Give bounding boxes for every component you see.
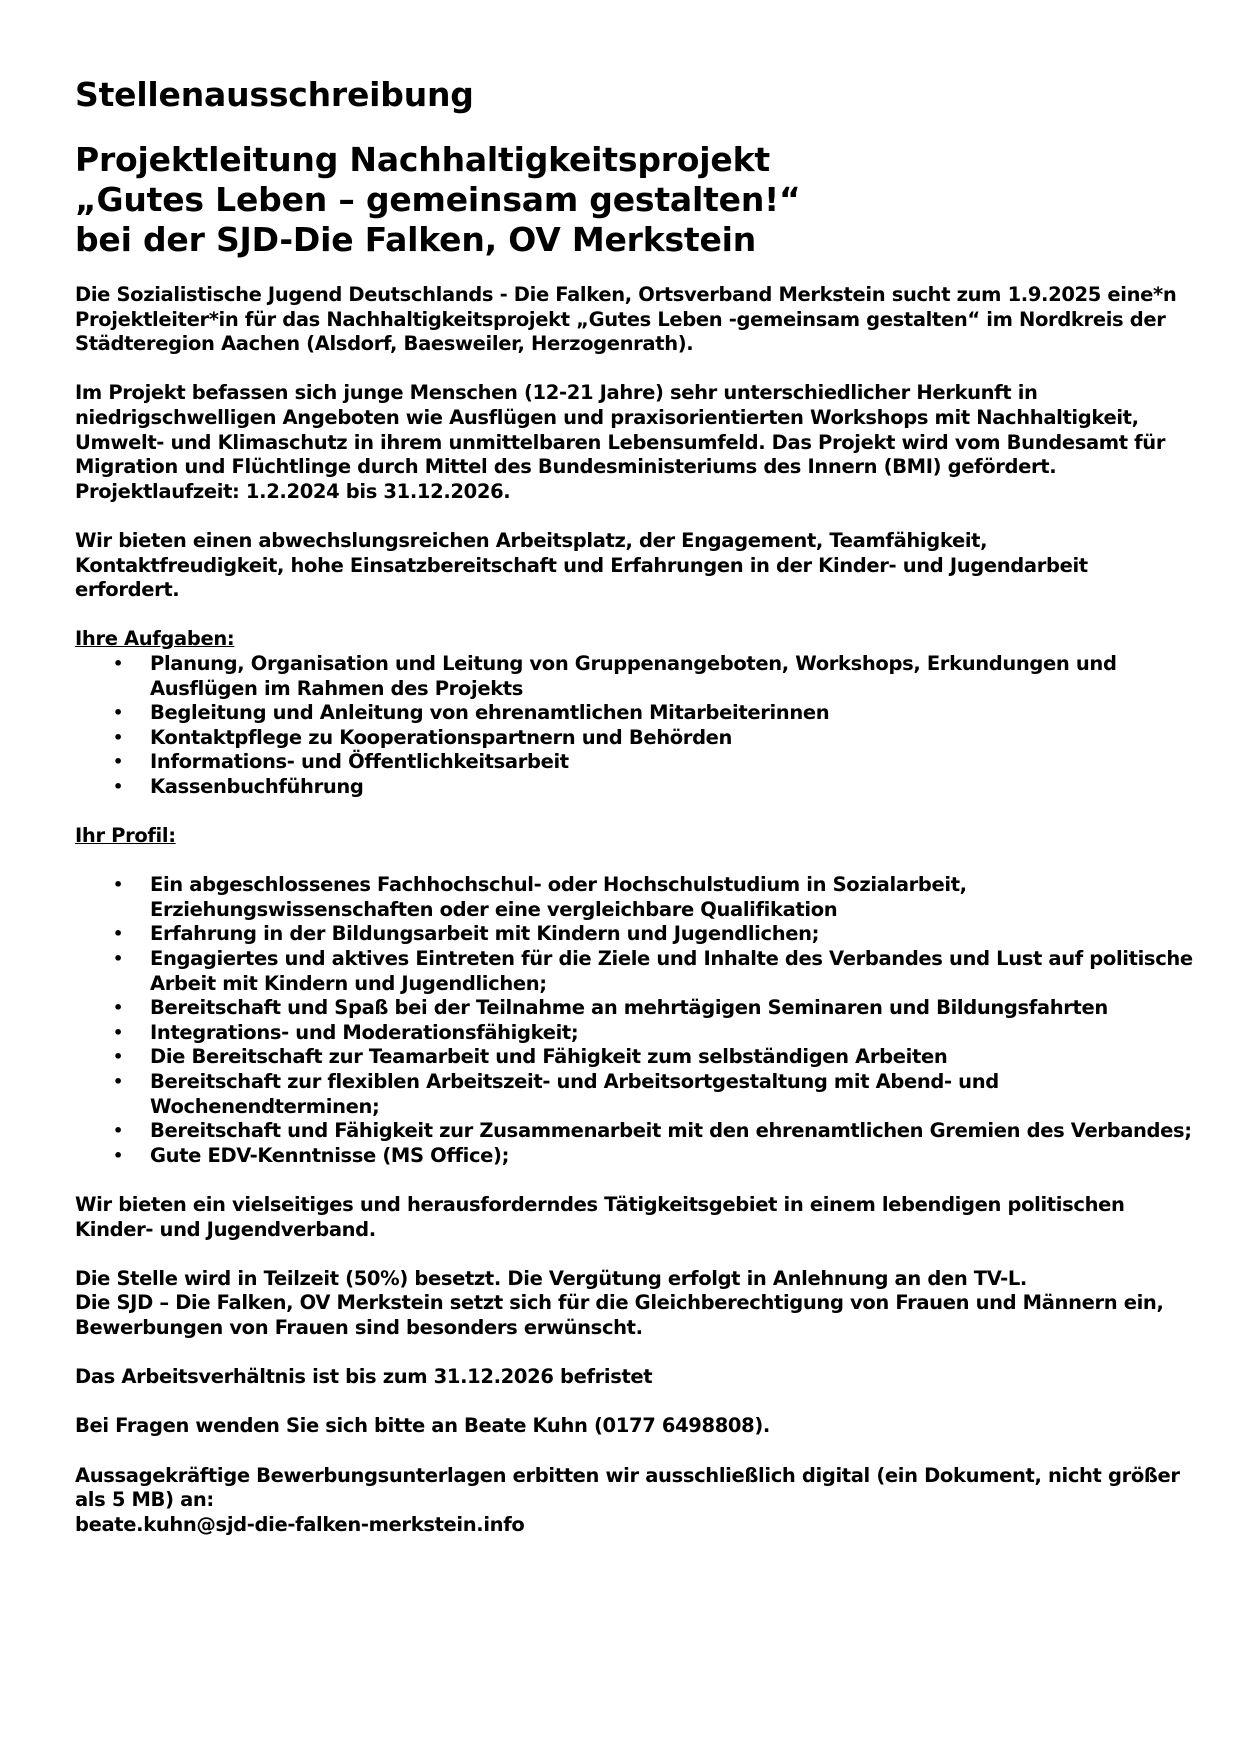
bullet-icon: • xyxy=(113,653,123,673)
bullet-icon: • xyxy=(113,1047,123,1067)
tasks-list xyxy=(75,652,1195,800)
list-item: • Begleitung und Anleitung von ehrenamtlichen Mitarbeiterinnen xyxy=(113,701,830,725)
list-item: • Ein abgeschlossenes Fachhochschul- oder Hochschulstudium in Sozialarbeit, Erziehungswissenschaften oder eine vergleichbare Qualifikation xyxy=(113,873,967,921)
list-item: • Bereitschaft und Spaß bei der Teilnahme an mehrtägigen Seminaren und Bildungsfahrten xyxy=(113,996,1108,1020)
bullet-icon: • xyxy=(113,1022,123,1042)
application-paragraph: Aussagekräftige Bewerbungsunterlagen erbitten wir ausschließlich digital (ein Dokument, nicht größer als 5 MB) an: xyxy=(75,1463,1180,1512)
job-title-line: „Gutes Leben – gemeinsam gestalten!“ xyxy=(75,180,801,219)
terms-paragraph-1: Die Stelle wird in Teilzeit (50%) besetzt. Die Vergütung erfolgt in Anlehnung an den TV-L. xyxy=(75,1266,1027,1290)
intro-paragraph: Die Sozialistische Jugend Deutschlands - Die Falken, Ortsverband Merkstein sucht zum 1.9.2025 eine*n Projektleiter*in für das Nachhaltigkeitsprojekt „Gutes Leben -gemeinsam gestalten“ im Nordkreis der Städteregion Aachen (Alsdorf, Baesweiler, Herzogenrath). xyxy=(75,283,1177,356)
list-item: • Integrations- und Moderationsfähigkeit; xyxy=(113,1020,579,1044)
list-item: • Gute EDV-Kenntnisse (MS Office); xyxy=(113,1143,510,1167)
tasks-heading: Ihre Aufgaben: xyxy=(75,627,235,651)
list-item: • Erfahrung in der Bildungsarbeit mit Kindern und Jugendlichen; xyxy=(113,922,820,946)
bullet-icon: • xyxy=(113,776,123,796)
bullet-icon: • xyxy=(113,703,123,723)
contact-paragraph: Bei Fragen wenden Sie sich bitte an Beate Kuhn (0177 6498808). xyxy=(75,1414,770,1438)
job-title-line: bei der SJD-Die Falken, OV Merkstein xyxy=(75,220,757,259)
profile-heading: Ihr Profil: xyxy=(75,824,176,848)
field-of-work-paragraph: Wir bieten ein vielseitiges und herausforderndes Tätigkeitsgebiet in einem lebendigen politischen Kinder- und Jugendverband. xyxy=(75,1192,1125,1241)
list-item: • Informations- und Öffentlichkeitsarbeit xyxy=(113,750,569,774)
list-item: • Die Bereitschaft zur Teamarbeit und Fähigkeit zum selbständigen Arbeiten xyxy=(113,1045,948,1069)
document-body xyxy=(75,283,1195,1537)
project-paragraph: Im Projekt befassen sich junge Menschen (12-21 Jahre) sehr unterschiedlicher Herkunft in niedrigschwelligen Angeboten wie Ausflügen und praxisorientierten Workshops mit Nachhaltigkeit, Umwelt- und Klimaschutz in ihrem unmittelbaren Lebensumfeld. Das Projekt wird vom Bundesamt für Migration und Flüchtlinge durch Mittel des Bundesministeriums des Innern (BMI) gefördert. Projektlaufzeit: 1.2.2024 bis 31.12.2026. xyxy=(75,381,1166,503)
list-item: • Kassenbuchführung xyxy=(113,774,364,798)
list-item: • Bereitschaft und Fähigkeit zur Zusammenarbeit mit den ehrenamtlichen Gremien des Verbandes; xyxy=(113,1119,1192,1143)
list-item: • Planung, Organisation und Leitung von Gruppenangeboten, Workshops, Erkundungen und Ausflügen im Rahmen des Projekts xyxy=(113,651,1117,700)
list-item: • Engagiertes und aktives Eintreten für die Ziele und Inhalte des Verbandes und Lust auf politische Arbeit mit Kindern und Jugendlichen; xyxy=(113,947,1193,995)
duration-paragraph: Das Arbeitsverhältnis ist bis zum 31.12.2026 befristet xyxy=(75,1365,653,1389)
bullet-icon: • xyxy=(113,998,123,1018)
list-item: • Bereitschaft zur flexiblen Arbeitszeit- und Arbeitsortgestaltung mit Abend- und Wochenendterminen; xyxy=(113,1070,999,1118)
bullet-icon: • xyxy=(113,1145,123,1165)
bullet-icon: • xyxy=(113,1072,123,1091)
bullet-icon: • xyxy=(113,727,123,747)
job-title xyxy=(75,140,801,260)
job-title-line: Projektleitung Nachhaltigkeitsprojekt xyxy=(75,140,770,179)
bullet-icon: • xyxy=(113,924,123,944)
bullet-icon: • xyxy=(113,875,123,895)
offer-paragraph: Wir bieten einen abwechslungsreichen Arbeitsplatz, der Engagement, Teamfähigkeit, Kontaktfreudigkeit, hohe Einsatzbereitschaft und Erfahrungen in der Kinder- und Jugendarbeit erfordert. xyxy=(75,528,1088,602)
terms-paragraph-2: Die SJD – Die Falken, OV Merkstein setzt sich für die Gleichberechtigung von Frauen und Männern ein, Bewerbungen von Frauen sind besonders erwünscht. xyxy=(75,1291,1164,1339)
bullet-icon: • xyxy=(113,949,123,969)
list-item: • Kontaktpflege zu Kooperationspartnern und Behörden xyxy=(113,725,733,749)
document-title: Stellenausschreibung xyxy=(75,75,474,114)
bullet-icon: • xyxy=(113,752,123,772)
email-link[interactable]: beate.kuhn@sjd-die-falken-merkstein.info xyxy=(75,1512,525,1536)
bullet-icon: • xyxy=(113,1121,123,1141)
profile-list xyxy=(75,873,1195,1168)
